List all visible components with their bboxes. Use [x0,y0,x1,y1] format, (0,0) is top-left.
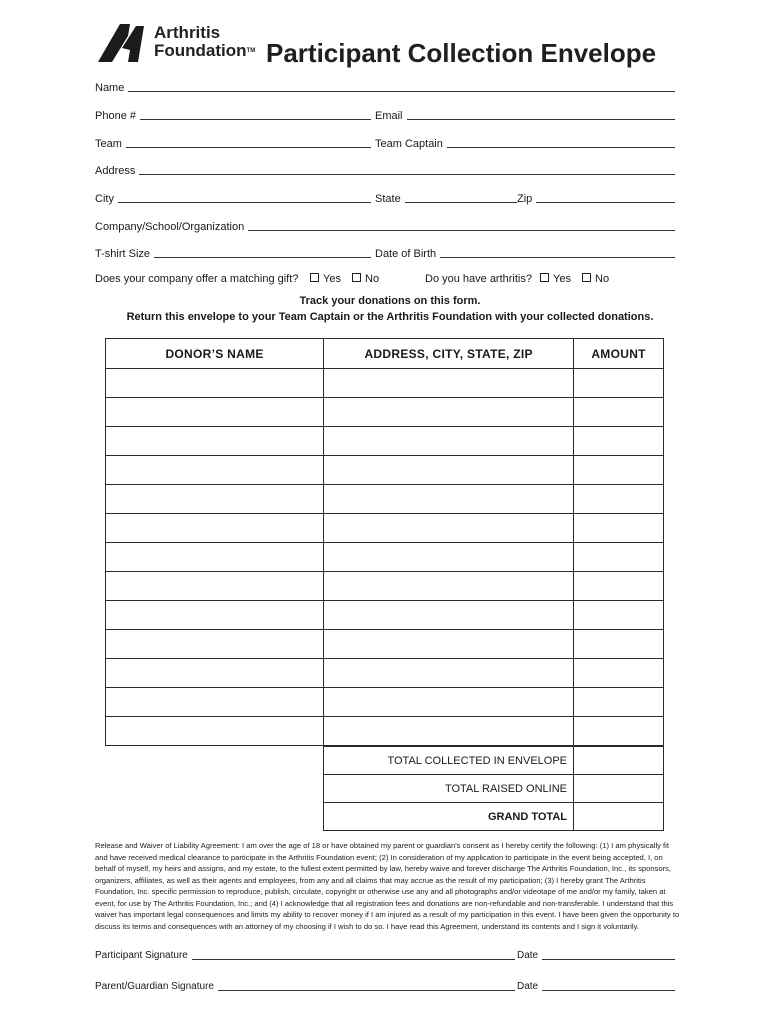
state-field[interactable] [375,188,517,206]
address-cell[interactable] [324,369,574,398]
table-row [106,630,664,659]
total-collected-amount[interactable] [574,747,664,775]
totals-table [323,746,664,831]
logo-line2: Foundation [154,41,247,60]
donor-name-cell[interactable] [106,485,324,514]
total-online-amount[interactable] [574,775,664,803]
name-line[interactable] [128,79,675,92]
address-cell[interactable] [324,630,574,659]
donor-name-cell[interactable] [106,688,324,717]
company-line[interactable] [248,218,675,231]
table-header-row [106,339,664,369]
arthritis-question: Do you have arthritis? [425,273,532,285]
no-label: No [595,273,610,285]
tshirt-label: T-shirt Size [95,248,151,260]
table-row [106,659,664,688]
parent-signature-field[interactable] [95,976,515,994]
total-collected-row [324,747,664,775]
address-cell[interactable] [324,543,574,572]
table-row [106,369,664,398]
amount-cell[interactable] [574,398,664,427]
parent-signature-line[interactable] [218,978,515,991]
address-cell[interactable] [324,456,574,485]
email-line[interactable] [407,107,675,120]
donor-name-cell[interactable] [106,543,324,572]
zip-field[interactable] [517,188,675,206]
address-cell[interactable] [324,485,574,514]
matching-gift-no[interactable] [352,273,379,285]
tshirt-dob-row [95,243,675,261]
donor-name-cell[interactable] [106,601,324,630]
phone-field[interactable] [95,105,371,123]
address-cell[interactable] [324,572,574,601]
checkbox-icon[interactable] [310,273,319,282]
amount-cell[interactable] [574,601,664,630]
table-row [106,485,664,514]
donor-name-cell[interactable] [106,630,324,659]
donor-name-cell[interactable] [106,514,324,543]
donor-name-cell[interactable] [106,398,324,427]
state-line[interactable] [405,190,517,203]
amount-cell[interactable] [574,572,664,601]
yes-label: Yes [323,273,341,285]
amount-cell[interactable] [574,543,664,572]
donation-table [105,338,664,746]
amount-cell[interactable] [574,369,664,398]
instructions-line2: Return this envelope to your Team Captain or the Arthritis Foundation with your collected donations. [126,311,654,323]
team-line[interactable] [126,135,371,148]
table-row [106,398,664,427]
city-state-zip-row [95,188,675,206]
name-row [95,77,675,95]
participant-date-line[interactable] [542,947,675,960]
donor-name-cell[interactable] [106,456,324,485]
address-cell[interactable] [324,427,574,456]
amount-cell[interactable] [574,427,664,456]
grand-total-amount[interactable] [574,803,664,831]
donor-name-cell[interactable] [106,659,324,688]
date-label: Date [517,981,539,992]
parent-date-field[interactable] [517,976,675,994]
team-label: Team [95,138,122,150]
parent-signature-row [95,976,675,994]
amount-cell[interactable] [574,717,664,746]
phone-line[interactable] [140,107,371,120]
amount-cell[interactable] [574,456,664,485]
date-label: Date [517,950,539,961]
matching-gift-question: Does your company offer a matching gift? [95,273,299,285]
parent-date-line[interactable] [542,978,675,991]
amount-cell[interactable] [574,659,664,688]
name-label: Name [95,82,125,94]
team-captain-label: Team Captain [375,138,443,150]
amount-cell[interactable] [574,485,664,514]
table-row [106,514,664,543]
participant-signature-line[interactable] [192,947,515,960]
email-field[interactable] [375,105,675,123]
participant-signature-row [95,945,675,963]
checkbox-icon[interactable] [540,273,549,282]
address-cell[interactable] [324,601,574,630]
amount-header: AMOUNT [574,339,664,369]
team-row [95,133,675,151]
waiver-text: Release and Waiver of Liability Agreement: I am over the age of 18 or have obtained my parent or guardian's consent as I hereby certify the following: (1) I am physically fit and have received medical clearance to participate in the Arthritis Foundation event; (2) In consideration of my application to participate in the event being accepted, I, on behalf of myself, my heirs and assigns, and my estate, to the fullest extent permitted by law, hereby waive and forever discharge The Arthritis Foundation, Inc., its sponsors, organizers, affiliates, as well as their agents and employees, from any and all claims that may accrue as the result of my participation; (3) I hereby grant The Arthritis Foundation, Inc. specific permission to reproduce, publish, circulate, copyright or otherwise use any and all photographs and/or videotape of me and/or my family, taken at event, for use by The Arthritis Foundation, Inc.; and (4) I acknowledge that all registration fees and donations are non-refundable and non-transferable. I understand that this waiver has important legal consequences and limits my ability to recover money if I am injured as a result of my participation in this event. I have been given the opportunity to discuss its terms and consequences with an attorney of my choosing if I wish to do so. I have read this Agreement, understand its contents and I sign it voluntarily. [95,841,680,931]
address-cell[interactable] [324,717,574,746]
donor-name-cell[interactable] [106,572,324,601]
company-field[interactable] [95,216,675,234]
total-online-row [324,775,664,803]
logo-tm: TM [246,48,256,54]
yes-label: Yes [553,273,571,285]
arthritis-foundation-logo-icon [98,22,152,64]
participant-date-field[interactable] [517,945,675,963]
city-field[interactable] [95,188,371,206]
participant-signature-field[interactable] [95,945,515,963]
grand-total-label: GRAND TOTAL [324,803,574,831]
donation-rows [106,369,664,746]
address-field[interactable] [95,160,675,178]
total-online-label: TOTAL RAISED ONLINE [324,775,574,803]
name-field[interactable] [95,77,675,95]
address-cell[interactable] [324,659,574,688]
city-label: City [95,193,114,205]
team-captain-line[interactable] [447,135,675,148]
table-row [106,427,664,456]
table-row [106,572,664,601]
dob-label: Date of Birth [375,248,437,260]
no-label: No [365,273,380,285]
tshirt-line[interactable] [154,245,371,258]
company-row [95,216,675,234]
address-header: ADDRESS, CITY, STATE, ZIP [324,339,574,369]
address-label: Address [95,165,136,177]
team-captain-field[interactable] [375,133,675,151]
grand-total-row [324,803,664,831]
participant-signature-label: Participant Signature [95,950,188,961]
amount-cell[interactable] [574,514,664,543]
city-line[interactable] [118,190,371,203]
table-row [106,717,664,746]
arthritis-foundation-logo [98,22,258,68]
donor-name-cell[interactable] [106,369,324,398]
state-label: State [375,193,401,205]
checkbox-icon[interactable] [352,273,361,282]
tshirt-field[interactable] [95,243,371,261]
address-cell[interactable] [324,688,574,717]
address-cell[interactable] [324,514,574,543]
instructions-line1: Track your donations on this form. [299,295,481,307]
logo-line1: Arthritis [154,23,221,42]
amount-cell[interactable] [574,630,664,659]
page-title: Participant Collection Envelope [266,38,657,68]
parent-signature-label: Parent/Guardian Signature [95,981,214,992]
checkbox-icon[interactable] [582,273,591,282]
company-label: Company/School/Organization [95,221,245,233]
matching-gift-yes[interactable] [310,273,341,285]
phone-email-row [95,105,675,123]
table-row [106,456,664,485]
donor-name-header: DONOR’S NAME [106,339,324,369]
checkbox-questions [95,271,675,289]
donor-name-cell[interactable] [106,427,324,456]
donor-name-cell[interactable] [106,717,324,746]
team-field[interactable] [95,133,371,151]
arthritis-no[interactable] [582,273,609,285]
table-row [106,543,664,572]
phone-label: Phone # [95,110,136,122]
address-cell[interactable] [324,398,574,427]
total-collected-label: TOTAL COLLECTED IN ENVELOPE [324,747,574,775]
table-row [106,601,664,630]
address-row [95,160,675,178]
zip-line[interactable] [536,190,675,203]
arthritis-yes[interactable] [540,273,571,285]
table-row [106,688,664,717]
address-line[interactable] [139,162,675,175]
zip-label: Zip [517,193,533,205]
dob-field[interactable] [375,243,675,261]
logo-text [154,24,255,60]
dob-line[interactable] [440,245,675,258]
email-label: Email [375,110,403,122]
amount-cell[interactable] [574,688,664,717]
